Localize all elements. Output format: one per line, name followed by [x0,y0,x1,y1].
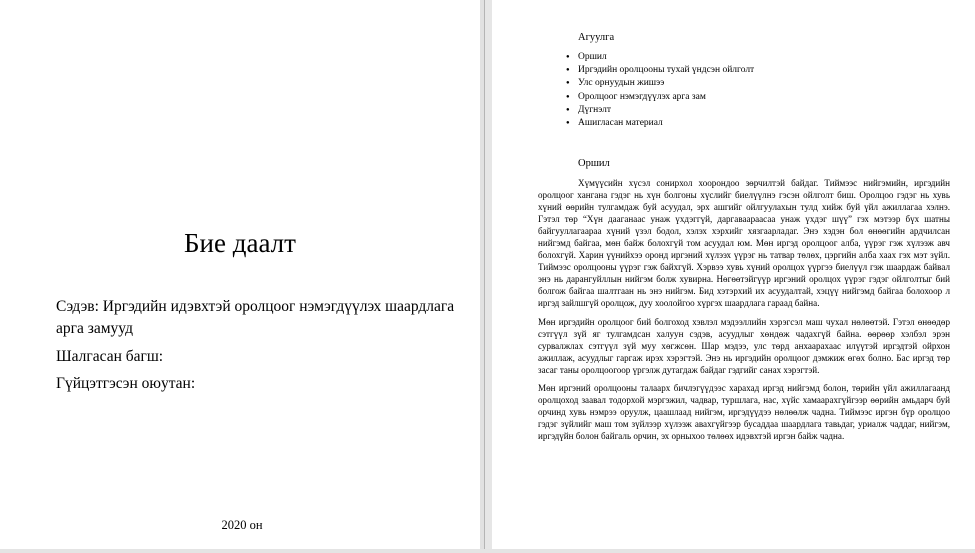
cover-page [0,0,480,553]
toc-item: ● Оршил [578,51,754,64]
intro-body [538,177,950,448]
content-page [492,0,975,553]
year-label: 2020 он [221,518,263,532]
toc-item: ● Оролцоог нэмэгдүүлэх арга зам [578,91,754,104]
subject-line: Сэдэв: Иргэдийн идэвхтэй оролцоог нэмэгдүүлэх шаардлага арга замууд [56,298,455,337]
toc-list [578,51,754,130]
page-gap [485,0,492,553]
toc-item: ● Улс орнуудын жишээ [578,77,754,90]
toc-item: ● Иргэдийн оролцооны тухай үндсэн ойлголт [578,64,754,77]
toc-heading: Агуулга [578,32,615,43]
viewport-bottom-edge [0,549,975,553]
teacher-label: Шалгасан багш: [56,348,164,365]
student-label: Гүйцэтгэсэн оюутан: [56,375,196,392]
body-paragraph: Мөн иргэдийн оролцоог бий болгоход хэвлэл мэдээллийн хэрэгсэл маш чухал нөлөөтэй. Гэтэл өнөөдөр сэтгүүл зүй яг тулгамдсан халуун сэдэв, асуудлыг хөндөж чадахгүй байна. өөрөөр хэлбэл эрэн сурвалжлах сэтгүүл зүй муу хөгжсөн. Шар мэдээ, улс төрд анхаарахаас илүүтэй иргэдтэй ойрхон ажиллаж, асуудлыг гаргаж ирэх хэрэгтэй. Энэ нь иргэдийн оролцоог дэмжиж өгөх болно. Бас иргэд төр засаг таны оролцоогоор үргэлж дутагдаж байдаг гэдгийг санах хэрэгтэй. [538,316,950,375]
body-paragraph: Хүмүүсийн хүсэл сонирхол хоорондоо зөрчилтэй байдаг. Тиймээс нийгэмийн, иргэдийн оролцоог хангана гэдэг нь хүн болгоны хүслийг биелүүлнэ гэсэн ойлголт биш. Оролцоо гэдэг нь хувь хүний өөрийн тулгамдаж буй асуудал, эрх ашгийг ойлгуулахын тулд хийж буй үйл ажиллагаа хэлнэ. Гэтэл төр “Хүн дааганаас унаж үхдэггүй, даргаваараасаа унаж үхдэг шүү” гэх мэтээр бүх шатны байгууллагаараа хүний үзэл бодол, хэлэх хэрхийг хязгаарладаг. Энэ хэдэн бол өнөөгийн ардчилсан нийгэмд байгаа, мөн байж болохгүй том асуудал юм. Мөн иргэд оролцоог алба, үүрэг гэж хүлээж авч болохгүй. Харин үүнийхээ оронд иргэний хүлээх үүрэг нь татвар төлөх, цэргийн алба хаах гэх мэт зүйл. Тиймээс оролцооны үүрэг гэж байхгүй. Хэрвээ хувь хүний оролцох үүргээ биелүүл гэж шаардаж байвал энэ нь дарангуйллын нийгэм болж хувирна. Нөгөөтэйгүүр иргэний оролцох үүрэг гэдэг ойлголтыг бий болгож байгаа шалтгаан нь энэ нийгэм. Бид хэтэрхий их асуудалтай, хэцүү нийгэмд байгаа болохоор л иргэд зайлшгүй оролцож, дуу хоолойгоо хүргэх шаардлага гараад байна. [538,178,950,309]
body-paragraph: Мөн иргэний оролцооны талаарх бичлэгүүдээс харахад иргэд нийгэмд болон, төрийн үйл ажиллагаанд оролцоход заавал тодорхой мэргэжил, чадвар, туршлага, нас, хүйс хамаарахгүйгээр өөрийн амьдарч буй орчинд хувь нэмрээ оруулж, цаашлаад нийгэм, иргэдүүдээ нөлөөлж чадна. Тиймээс иргэн бүр оролцоо гэдэг зүйлийг маш том зүйлээр хүлээж авахгүйгээр бусаддаа шаардлага тавьдаг, уриалж чаддаг, нийгэм, иргэдүйн болон байгаль орчин, эх орныхоо төлөөх идэвхтэй иргэн байж чадна. [538,382,950,441]
document-title: Бие даалт [184,228,296,258]
intro-heading: Оршил [578,158,610,169]
toc-item: ● Ашигласан материал [578,117,754,130]
toc-item: ● Дүгнэлт [578,104,754,117]
